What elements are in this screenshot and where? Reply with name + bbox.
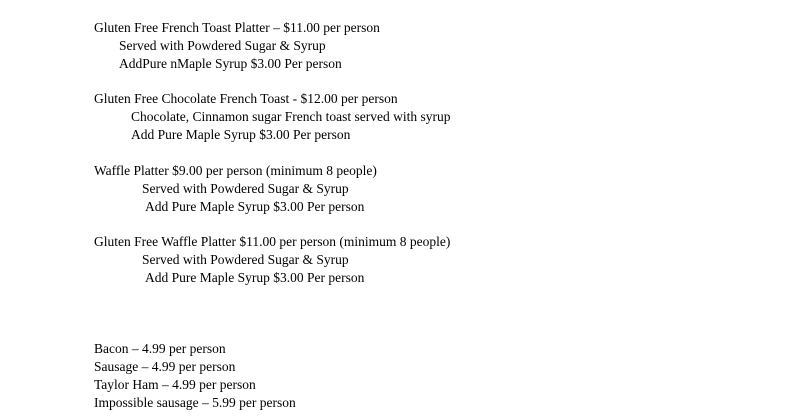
menu-item-title: Gluten Free Chocolate French Toast - $12.00 per person — [94, 91, 398, 106]
menu-item-detail: Add Pure Maple Syrup $3.00 Per person — [145, 270, 365, 285]
menu-item-detail: Add Pure Maple Syrup $3.00 Per person — [131, 127, 351, 142]
menu-item-detail: Served with Powdered Sugar & Syrup — [142, 252, 349, 267]
menu-item-detail: Served with Powdered Sugar & Syrup — [119, 38, 326, 53]
menu-item-detail: AddPure nMaple Syrup $3.00 Per person — [119, 56, 342, 71]
menu-item-detail: Chocolate, Cinnamon sugar French toast served with syrup — [131, 109, 451, 124]
menu-item-title: Gluten Free French Toast Platter – $11.00 per person — [94, 20, 380, 35]
menu-item-title: Waffle Platter $9.00 per person (minimum 8 people) — [94, 163, 377, 178]
menu-item-title: Gluten Free Waffle Platter $11.00 per person (minimum 8 people) — [94, 234, 451, 249]
side-item: Bacon – 4.99 per person — [94, 341, 226, 356]
side-item: Sausage – 4.99 per person — [94, 359, 236, 374]
side-item: Impossible sausage – 5.99 per person — [94, 395, 296, 410]
menu-item-detail: Add Pure Maple Syrup $3.00 Per person — [145, 199, 365, 214]
menu-item-detail: Served with Powdered Sugar & Syrup — [142, 181, 349, 196]
side-item: Taylor Ham – 4.99 per person — [94, 377, 256, 392]
